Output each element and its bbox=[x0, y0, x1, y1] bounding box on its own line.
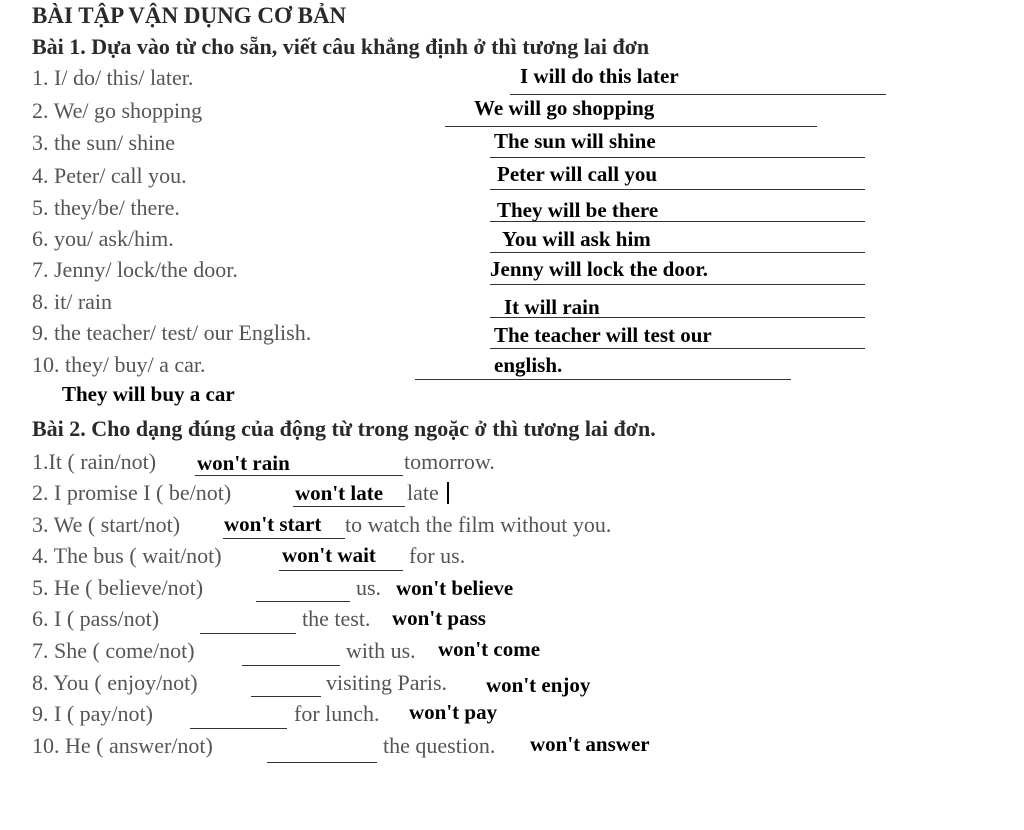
part1-answer-9: The teacher will test our bbox=[494, 323, 712, 347]
part2-prompt-5: 5. He ( believe/not) bbox=[32, 575, 204, 600]
worksheet-heading: BÀI TẬP VẬN DỤNG CƠ BẢN bbox=[32, 3, 347, 28]
part2-prompt-2: 2. I promise I ( be/not) bbox=[32, 480, 232, 505]
part2-answer-7: won't come bbox=[438, 637, 541, 661]
part2-line-1 bbox=[195, 475, 403, 476]
part2-line-5 bbox=[256, 601, 350, 602]
part2-line-2 bbox=[293, 506, 405, 507]
part2-answer-9: won't pay bbox=[409, 700, 498, 724]
part2-prompt-4: 4. The bus ( wait/not) bbox=[32, 543, 222, 568]
part1-line-7 bbox=[490, 284, 865, 285]
part1-prompt-8: 8. it/ rain bbox=[32, 289, 113, 314]
part2-prompt-9: 9. I ( pay/not) bbox=[32, 701, 153, 726]
part2-answer-4: won't wait bbox=[282, 543, 376, 567]
part1-line-6 bbox=[490, 252, 865, 253]
part2-answer-1: won't rain bbox=[197, 451, 290, 475]
part1-prompt-10: 10. they/ buy/ a car. bbox=[32, 352, 206, 377]
part1-line-1 bbox=[510, 94, 886, 95]
part2-after-4: for us. bbox=[409, 543, 466, 568]
part2-prompt-6: 6. I ( pass/not) bbox=[32, 606, 160, 631]
part1-line-4 bbox=[490, 189, 865, 190]
part2-answer-10: won't answer bbox=[530, 732, 650, 756]
part1-answer-4: Peter will call you bbox=[497, 162, 657, 186]
part1-answer-5: They will be there bbox=[497, 198, 659, 222]
part2-line-9 bbox=[190, 728, 287, 729]
part2-line-4 bbox=[279, 570, 403, 571]
part2-after-7: with us. bbox=[346, 638, 416, 663]
part2-after-8: visiting Paris. bbox=[326, 670, 448, 695]
part1-prompt-6: 6. you/ ask/him. bbox=[32, 226, 174, 251]
part1-line-10 bbox=[415, 379, 791, 380]
part2-after-6: the test. bbox=[302, 606, 371, 631]
text-cursor bbox=[447, 482, 449, 504]
part1-answer-6: You will ask him bbox=[502, 227, 651, 251]
part2-answer-2: won't late bbox=[295, 481, 384, 505]
part1-extra-answer: They will buy a car bbox=[62, 382, 235, 406]
part1-answer-1: I will do this later bbox=[520, 64, 679, 88]
part2-line-10 bbox=[267, 762, 377, 763]
part2-prompt-8: 8. You ( enjoy/not) bbox=[32, 670, 198, 695]
part2-prompt-10: 10. He ( answer/not) bbox=[32, 733, 213, 758]
part1-answer-10: english. bbox=[494, 353, 563, 377]
part1-line-9 bbox=[490, 348, 865, 349]
part1-answer-3: The sun will shine bbox=[494, 129, 656, 153]
part2-answer-3: won't start bbox=[224, 512, 322, 536]
part2-after-2: late bbox=[407, 480, 439, 505]
part2-title: Bài 2. Cho dạng đúng của động từ trong ngoặc ở thì tương lai đơn. bbox=[32, 416, 656, 441]
part2-after-10: the question. bbox=[383, 733, 496, 758]
part1-prompt-9: 9. the teacher/ test/ our English. bbox=[32, 320, 312, 345]
part1-prompt-4: 4. Peter/ call you. bbox=[32, 163, 187, 188]
part1-answer-2: We will go shopping bbox=[474, 96, 655, 120]
part2-prompt-3: 3. We ( start/not) bbox=[32, 512, 181, 537]
part2-line-7 bbox=[242, 665, 340, 666]
part2-answer-5: won't believe bbox=[396, 576, 514, 600]
part2-answer-6: won't pass bbox=[392, 606, 486, 630]
part2-line-3 bbox=[223, 538, 345, 539]
part2-prompt-1: 1.It ( rain/not) bbox=[32, 449, 157, 474]
part2-after-1: tomorrow. bbox=[404, 449, 495, 474]
part1-prompt-3: 3. the sun/ shine bbox=[32, 130, 175, 155]
part2-line-6 bbox=[200, 633, 296, 634]
part2-line-8 bbox=[251, 696, 321, 697]
part1-prompt-2: 2. We/ go shopping bbox=[32, 98, 203, 123]
part1-line-2 bbox=[445, 126, 817, 127]
part1-title: Bài 1. Dựa vào từ cho sẵn, viết câu khẳng định ở thì tương lai đơn bbox=[32, 34, 650, 59]
part1-line-3 bbox=[490, 157, 865, 158]
part1-prompt-1: 1. I/ do/ this/ later. bbox=[32, 65, 194, 90]
part2-after-3: to watch the film without you. bbox=[345, 512, 612, 537]
part2-prompt-7: 7. She ( come/not) bbox=[32, 638, 195, 663]
part1-answer-7: Jenny will lock the door. bbox=[490, 257, 708, 281]
part1-answer-8: It will rain bbox=[504, 295, 600, 319]
part1-prompt-7: 7. Jenny/ lock/the door. bbox=[32, 257, 238, 282]
part2-answer-8: won't enjoy bbox=[486, 673, 591, 697]
part1-prompt-5: 5. they/be/ there. bbox=[32, 195, 180, 220]
part2-after-9: for lunch. bbox=[294, 701, 380, 726]
part2-after-5: us. bbox=[356, 575, 382, 600]
